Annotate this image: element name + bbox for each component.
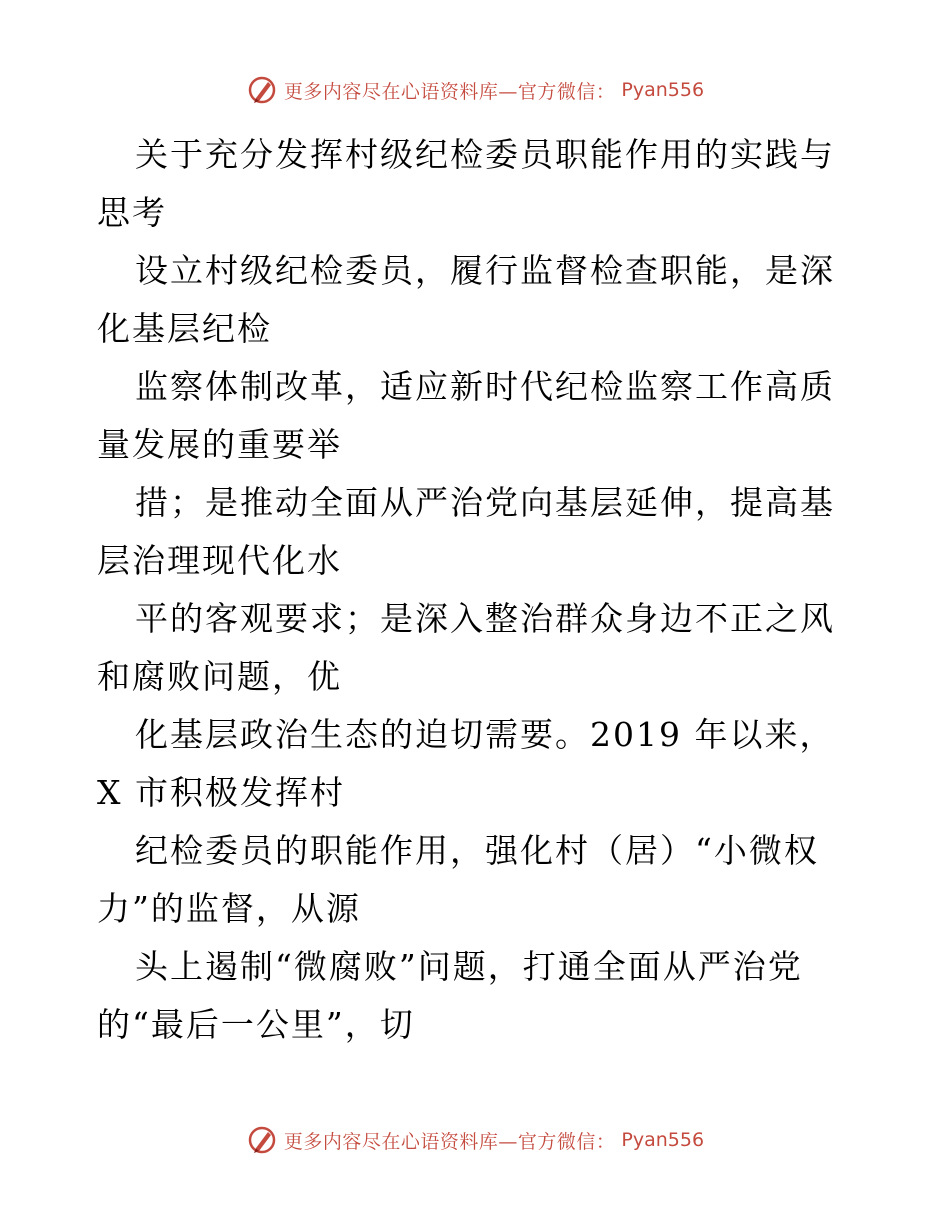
paragraph: 化基层政治生态的迫切需要。2019 年以来，X 市积极发挥村 bbox=[97, 715, 835, 812]
pen-logo-icon bbox=[246, 1124, 278, 1156]
paragraph: 纪检委员的职能作用，强化村（居）“小微权力”的监督，从源 bbox=[97, 831, 819, 928]
paragraph: 监察体制改革，适应新时代纪检监察工作高质量发展的重要举 bbox=[97, 367, 835, 464]
footer-banner bbox=[0, 1120, 950, 1160]
header-banner bbox=[0, 70, 950, 110]
paragraph: 设立村级纪检委员，履行监督检查职能，是深化基层纪检 bbox=[97, 251, 835, 348]
wechat-id: Pyan556 bbox=[621, 1129, 705, 1151]
document-title: 关于充分发挥村级纪检委员职能作用的实践与思考 bbox=[97, 135, 835, 232]
wechat-id: Pyan556 bbox=[621, 79, 705, 101]
document-body bbox=[97, 126, 857, 1054]
paragraph: 平的客观要求；是深入整治群众身边不正之风和腐败问题，优 bbox=[97, 599, 835, 696]
banner-text: 更多内容尽在心语资料库—官方微信： bbox=[283, 1130, 616, 1153]
paragraph: 措；是推动全面从严治党向基层延伸，提高基层治理现代化水 bbox=[97, 483, 835, 580]
pen-logo-icon bbox=[246, 74, 278, 106]
paragraph: 头上遏制“微腐败”问题，打通全面从严治党的“最后一公里”，切 bbox=[97, 947, 803, 1044]
banner-text: 更多内容尽在心语资料库—官方微信： bbox=[283, 80, 616, 103]
